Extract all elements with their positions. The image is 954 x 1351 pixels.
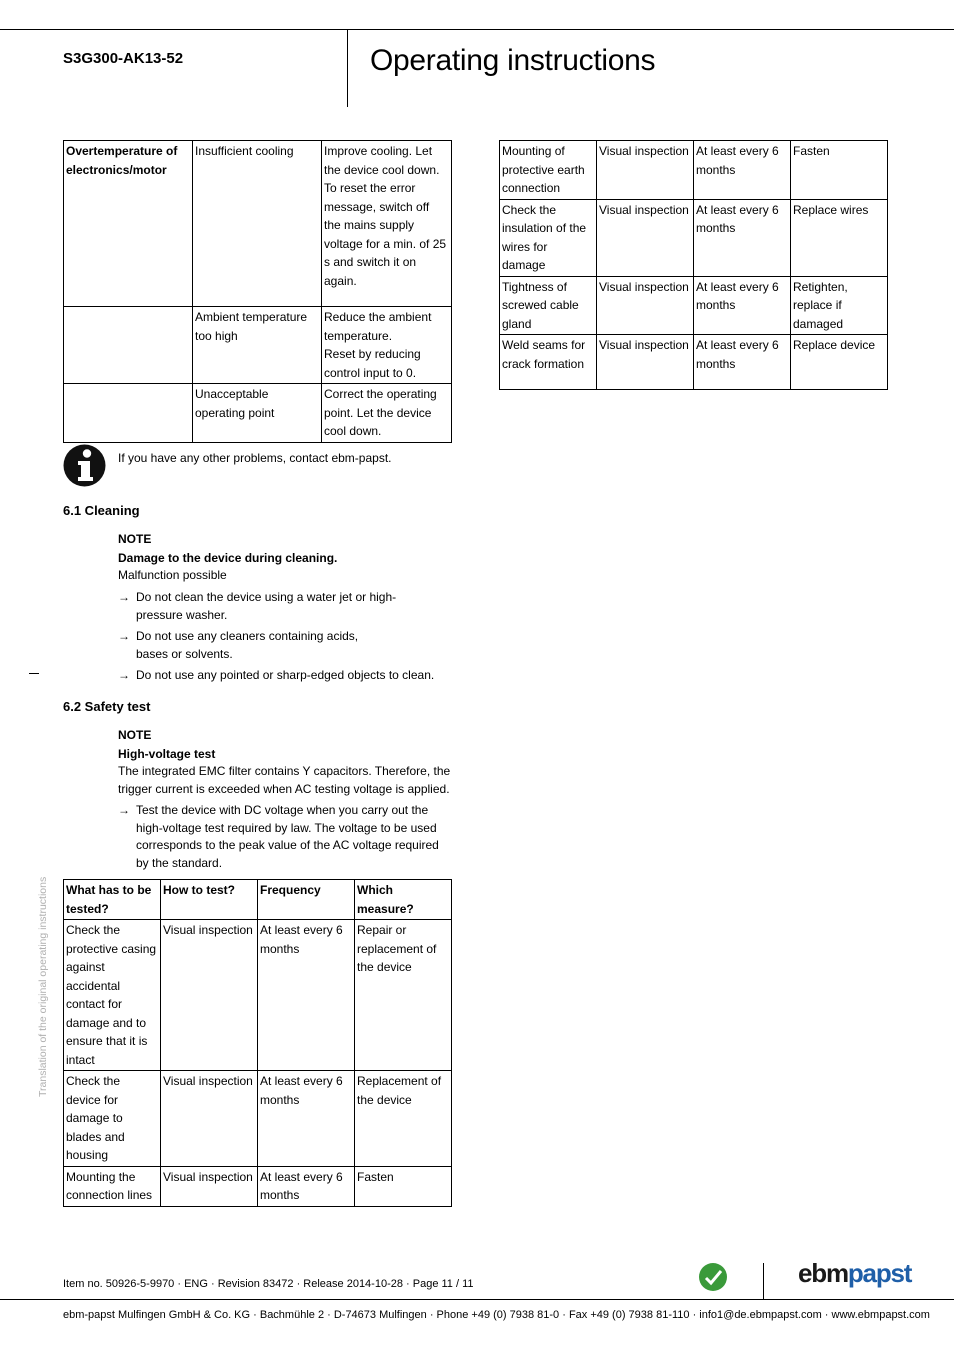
info-text: If you have any other problems, contact ebm-papst. (118, 451, 392, 465)
margin-mark (29, 673, 39, 674)
table-cell: Repair or replacement of the device (355, 920, 452, 1071)
page-title: Operating instructions (370, 44, 656, 77)
table-row (500, 141, 888, 200)
maintenance-table-right (499, 140, 888, 390)
safety-item-text: Test the device with DC voltage when you carry out the high-voltage test required by law. The voltage to be used corresponds to the peak value of the AC voltage required by the standard. (136, 803, 439, 870)
maintenance-table-left (63, 879, 452, 1207)
table-cell: Weld seams for crack formation (500, 335, 597, 390)
table-cell: Fasten (791, 141, 888, 200)
table-row (64, 1071, 452, 1167)
table-cell: At least every 6 months (258, 1166, 355, 1206)
table-cell: At least every 6 months (694, 335, 791, 390)
fault-cell (64, 384, 193, 443)
table-cell: Visual inspection (161, 1166, 258, 1206)
table-row (64, 384, 452, 443)
table-row (64, 307, 452, 384)
safety-item (118, 802, 453, 872)
table-cell: Visual inspection (597, 276, 694, 335)
table-cell: Fasten (355, 1166, 452, 1206)
table-row (64, 880, 452, 920)
table-cell: Visual inspection (597, 141, 694, 200)
table-row (64, 1166, 452, 1206)
footer-rule (0, 1299, 954, 1300)
remedy-cell: Correct the operating point. Let the device cool down. (322, 384, 452, 443)
cause-cell: Ambient temperature too high (193, 307, 322, 384)
table-cell: Check the insulation of the wires for damage (500, 199, 597, 276)
info-icon (63, 444, 106, 487)
table-cell: Replacement of the device (355, 1071, 452, 1167)
table-cell: At least every 6 months (694, 141, 791, 200)
section-heading-safety-test: 6.2 Safety test (63, 699, 151, 714)
column-header: What has to be tested? (64, 880, 161, 920)
cleaning-note-text: Malfunction possible (118, 568, 227, 582)
table-row (64, 920, 452, 1071)
model-number: S3G300-AK13-52 (63, 50, 184, 67)
cleaning-note-label: NOTE (118, 532, 152, 546)
remedy-cell: Reduce the ambient temperature. Reset by reducing control input to 0. (322, 307, 452, 384)
fault-cell: Overtemperature of electronics/motor (64, 141, 193, 307)
table-cell: At least every 6 months (258, 920, 355, 1071)
table-row (500, 199, 888, 276)
arrow-icon: → (118, 803, 130, 817)
cleaning-note-title: Damage to the device during cleaning. (118, 551, 338, 565)
column-header: Which measure? (355, 880, 452, 920)
cleaning-item-text: Do not clean the device using a water jet or high-pressure washer. (136, 590, 397, 622)
cleaning-item-text: Do not use any pointed or sharp-edged objects to clean. (136, 668, 435, 682)
ebmpapst-logo (798, 1258, 911, 1289)
cleaning-item (118, 667, 453, 685)
safety-note-text: The integrated EMC filter contains Y capacitors. Therefore, the trigger current is exceeded when AC testing voltage is applied. (118, 764, 451, 796)
safety-note-label: NOTE (118, 728, 152, 742)
table-cell: Tightness of screwed cable gland (500, 276, 597, 335)
cleaning-item (118, 628, 453, 663)
cause-cell: Insufficient cooling (193, 141, 322, 307)
footer-address: ebm-papst Mulfingen GmbH & Co. KG · Bachmühle 2 · D-74673 Mulfingen · Phone +49 (0) 7938 81-0 · Fax +49 (0) 7938 81-110 · info1@de.ebmpapst.com · www.ebmpapst.com (63, 1309, 930, 1321)
table-cell: Visual inspection (161, 1071, 258, 1167)
table-row (500, 276, 888, 335)
fault-table (63, 140, 452, 443)
table-cell: Retighten, replace if damaged (791, 276, 888, 335)
arrow-icon: → (118, 590, 130, 604)
table-cell: At least every 6 months (694, 276, 791, 335)
table-cell: Replace wires (791, 199, 888, 276)
green-tech-icon (698, 1262, 728, 1292)
logo-part-papst: papst (847, 1258, 912, 1288)
table-cell: Visual inspection (597, 199, 694, 276)
table-cell: At least every 6 months (258, 1071, 355, 1167)
table-row (64, 141, 452, 307)
cleaning-item (118, 589, 453, 624)
safety-note-title: High-voltage test (118, 747, 216, 761)
sidebar-text: Translation of the original operating instructions (37, 876, 49, 1097)
table-cell: Check the protective casing against accidental contact for damage and to ensure that it is intact (64, 920, 161, 1071)
column-header: Frequency (258, 880, 355, 920)
table-cell: Mounting the connection lines (64, 1166, 161, 1206)
footer-item-info: Item no. 50926-5-9970 · ENG · Revision 83472 · Release 2014-10-28 · Page 11 / 11 (63, 1278, 474, 1290)
top-rule (0, 29, 954, 30)
header-divider (347, 30, 348, 107)
logo-part-ebm: ebm (798, 1258, 848, 1288)
table-cell: At least every 6 months (694, 199, 791, 276)
section-heading-cleaning: 6.1 Cleaning (63, 503, 140, 518)
fault-cell (64, 307, 193, 384)
column-header: How to test? (161, 880, 258, 920)
logo-divider (763, 1263, 764, 1300)
table-cell: Visual inspection (597, 335, 694, 390)
remedy-cell: Improve cooling. Let the device cool down. To reset the error message, switch off the mains supply voltage for a min. of 25 s and switch it on again. (322, 141, 452, 307)
table-cell: Mounting of protective earth connection (500, 141, 597, 200)
arrow-icon: → (118, 668, 130, 682)
table-cell: Check the device for damage to blades and housing (64, 1071, 161, 1167)
table-row (500, 335, 888, 390)
table-cell: Visual inspection (161, 920, 258, 1071)
table-cell: Replace device (791, 335, 888, 390)
arrow-icon: → (118, 629, 130, 643)
cause-cell: Unacceptable operating point (193, 384, 322, 443)
cleaning-item-text: Do not use any cleaners containing acids, bases or solvents. (136, 629, 359, 661)
